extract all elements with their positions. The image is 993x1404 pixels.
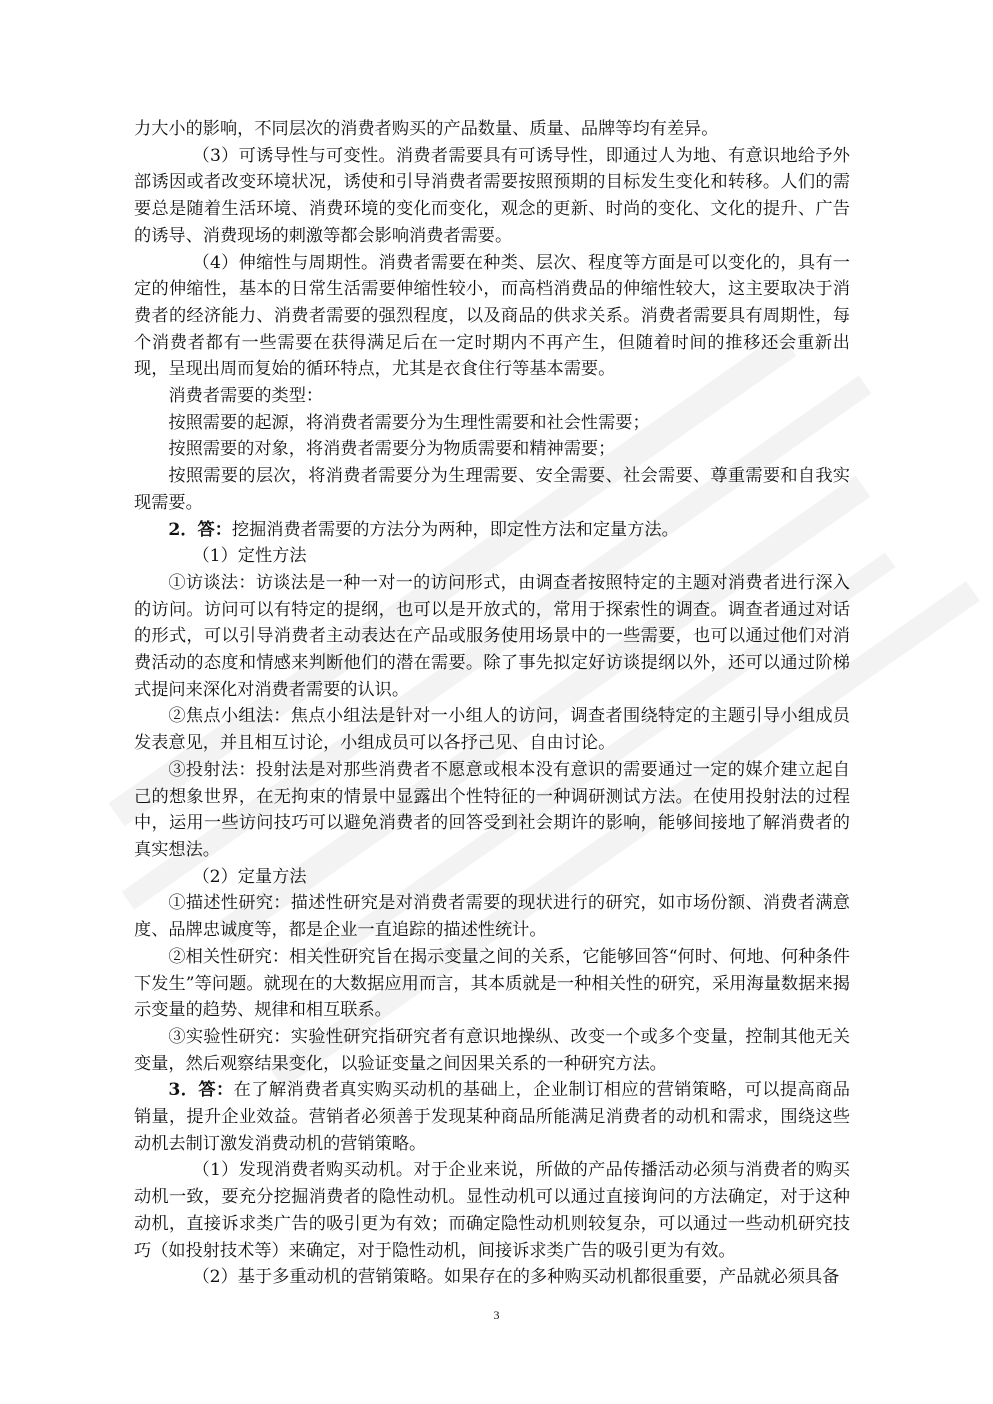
- paragraph: ②相关性研究：相关性研究旨在揭示变量之间的关系，它能够回答“何时、何地、何种条件下发生”等问题。就现在的大数据应用而言，其本质就是一种相关性的研究，采用海量数据来揭示变量的趋势、规律和相互联系。: [134, 946, 850, 1021]
- paragraph: 消费者需要的类型：: [168, 386, 324, 407]
- paragraph: （4）伸缩性与周期性。消费者需要在种类、层次、程度等方面是可以变化的，具有一定的伸缩性，基本的日常生活需要伸缩性较小，而高档消费品的伸缩性较大，这主要取决于消费者的经济能力、消费者需要的强烈程度，以及商品的供求关系。消费者需要具有周期性，每个消费者都有一些需要在获得满足后在一定时期内不再产生，但随着时间的推移还会重新出现，呈现出周而复始的循环特点，尤其是衣食住行等基本需要。: [134, 252, 850, 380]
- paragraph: ③投射法：投射法是对那些消费者不愿意或根本没有意识的需要通过一定的媒介建立起自己的想象世界，在无拘束的情景中显露出个性特征的一种调研测试方法。在使用投射法的过程中，运用一些访问技巧可以避免消费者的回答受到社会期许的影响，能够间接地了解消费者的真实想法。: [134, 759, 850, 860]
- answer-text: 在了解消费者真实购买动机的基础上，企业制订相应的营销策略，可以提高商品销量，提升企业效益。营销者必须善于发现某种商品所能满足消费者的动机和需求，围绕这些动机去制订激发消费动机的营销策略。: [134, 1080, 850, 1154]
- paragraph: 力大小的影响，不同层次的消费者购买的产品数量、质量、品牌等均有差异。: [134, 119, 719, 139]
- paragraph: 按照需要的层次，将消费者需要分为生理需要、安全需要、社会需要、尊重需要和自我实现需要。: [134, 466, 850, 513]
- page-number: 3: [493, 1308, 500, 1322]
- paragraph: ①访谈法：访谈法是一种一对一的访问形式，由调查者按照特定的主题对消费者进行深入的访问。访问可以有特定的提纲，也可以是开放式的，常用于探索性的调查。调查者通过对话的形式，可以引导消费者主动表达在产品或服务使用场景中的一些需要，也可以通过他们对消费活动的态度和情感来判断他们的潜在需要。除了事先拟定好访谈提纲以外，还可以通过阶梯式提问来深化对消费者需要的认识。: [134, 572, 850, 700]
- paragraph: （2）基于多重动机的营销策略。如果存在的多种购买动机都很重要，产品就必须具备: [192, 1267, 840, 1288]
- answer-text: 挖掘消费者需要的方法分为两种，即定性方法和定量方法。: [231, 519, 679, 540]
- paragraph: 按照需要的对象，将消费者需要分为物质需要和精神需要；: [168, 439, 616, 460]
- paragraph: ③实验性研究：实验性研究指研究者有意识地操纵、改变一个或多个变量，控制其他无关变量，然后观察结果变化，以验证变量之间因果关系的一种研究方法。: [134, 1026, 850, 1074]
- answer-paragraph: [134, 1077, 850, 1157]
- paragraph: ①描述性研究：描述性研究是对消费者需要的现状进行的研究，如市场份额、消费者满意度、品牌忠诚度等，都是企业一直追踪的描述性统计。: [134, 893, 850, 941]
- answer-label: 2．答：: [168, 519, 232, 540]
- body-text: [134, 116, 850, 1291]
- paragraph: （1）发现消费者购买动机。对于企业来说，所做的产品传播活动必须与消费者的购买动机一致，要充分挖掘消费者的隐性动机。显性动机可以通过直接询问的方法确定，对于这种动机，直接诉求类广告的吸引更为有效；而确定隐性动机则较复杂，可以通过一些动机研究技巧（如投射技术等）来确定，对于隐性动机，间接诉求类广告的吸引更为有效。: [134, 1160, 850, 1261]
- paragraph: ②焦点小组法：焦点小组法是针对一小组人的访问，调查者围绕特定的主题引导小组成员发表意见，并且相互讨论，小组成员可以各抒己见、自由讨论。: [134, 706, 850, 754]
- subheading: （2）定量方法: [192, 866, 307, 887]
- answer-label: 3．答：: [168, 1080, 234, 1101]
- paragraph: 按照需要的起源，将消费者需要分为生理性需要和社会性需要；: [168, 412, 650, 433]
- answer-paragraph: [134, 517, 850, 544]
- subheading: （1）定性方法: [192, 546, 307, 567]
- paragraph: （3）可诱导性与可变性。消费者需要具有可诱导性，即通过人为地、有意识地给予外部诱因或者改变环境状况，诱使和引导消费者需要按照预期的目标发生变化和转移。人们的需要总是随着生活环境、消费环境的变化而变化，观念的更新、时尚的变化、文化的提升、广告的诱导、消费现场的刺激等都会影响消费者需要。: [134, 145, 850, 246]
